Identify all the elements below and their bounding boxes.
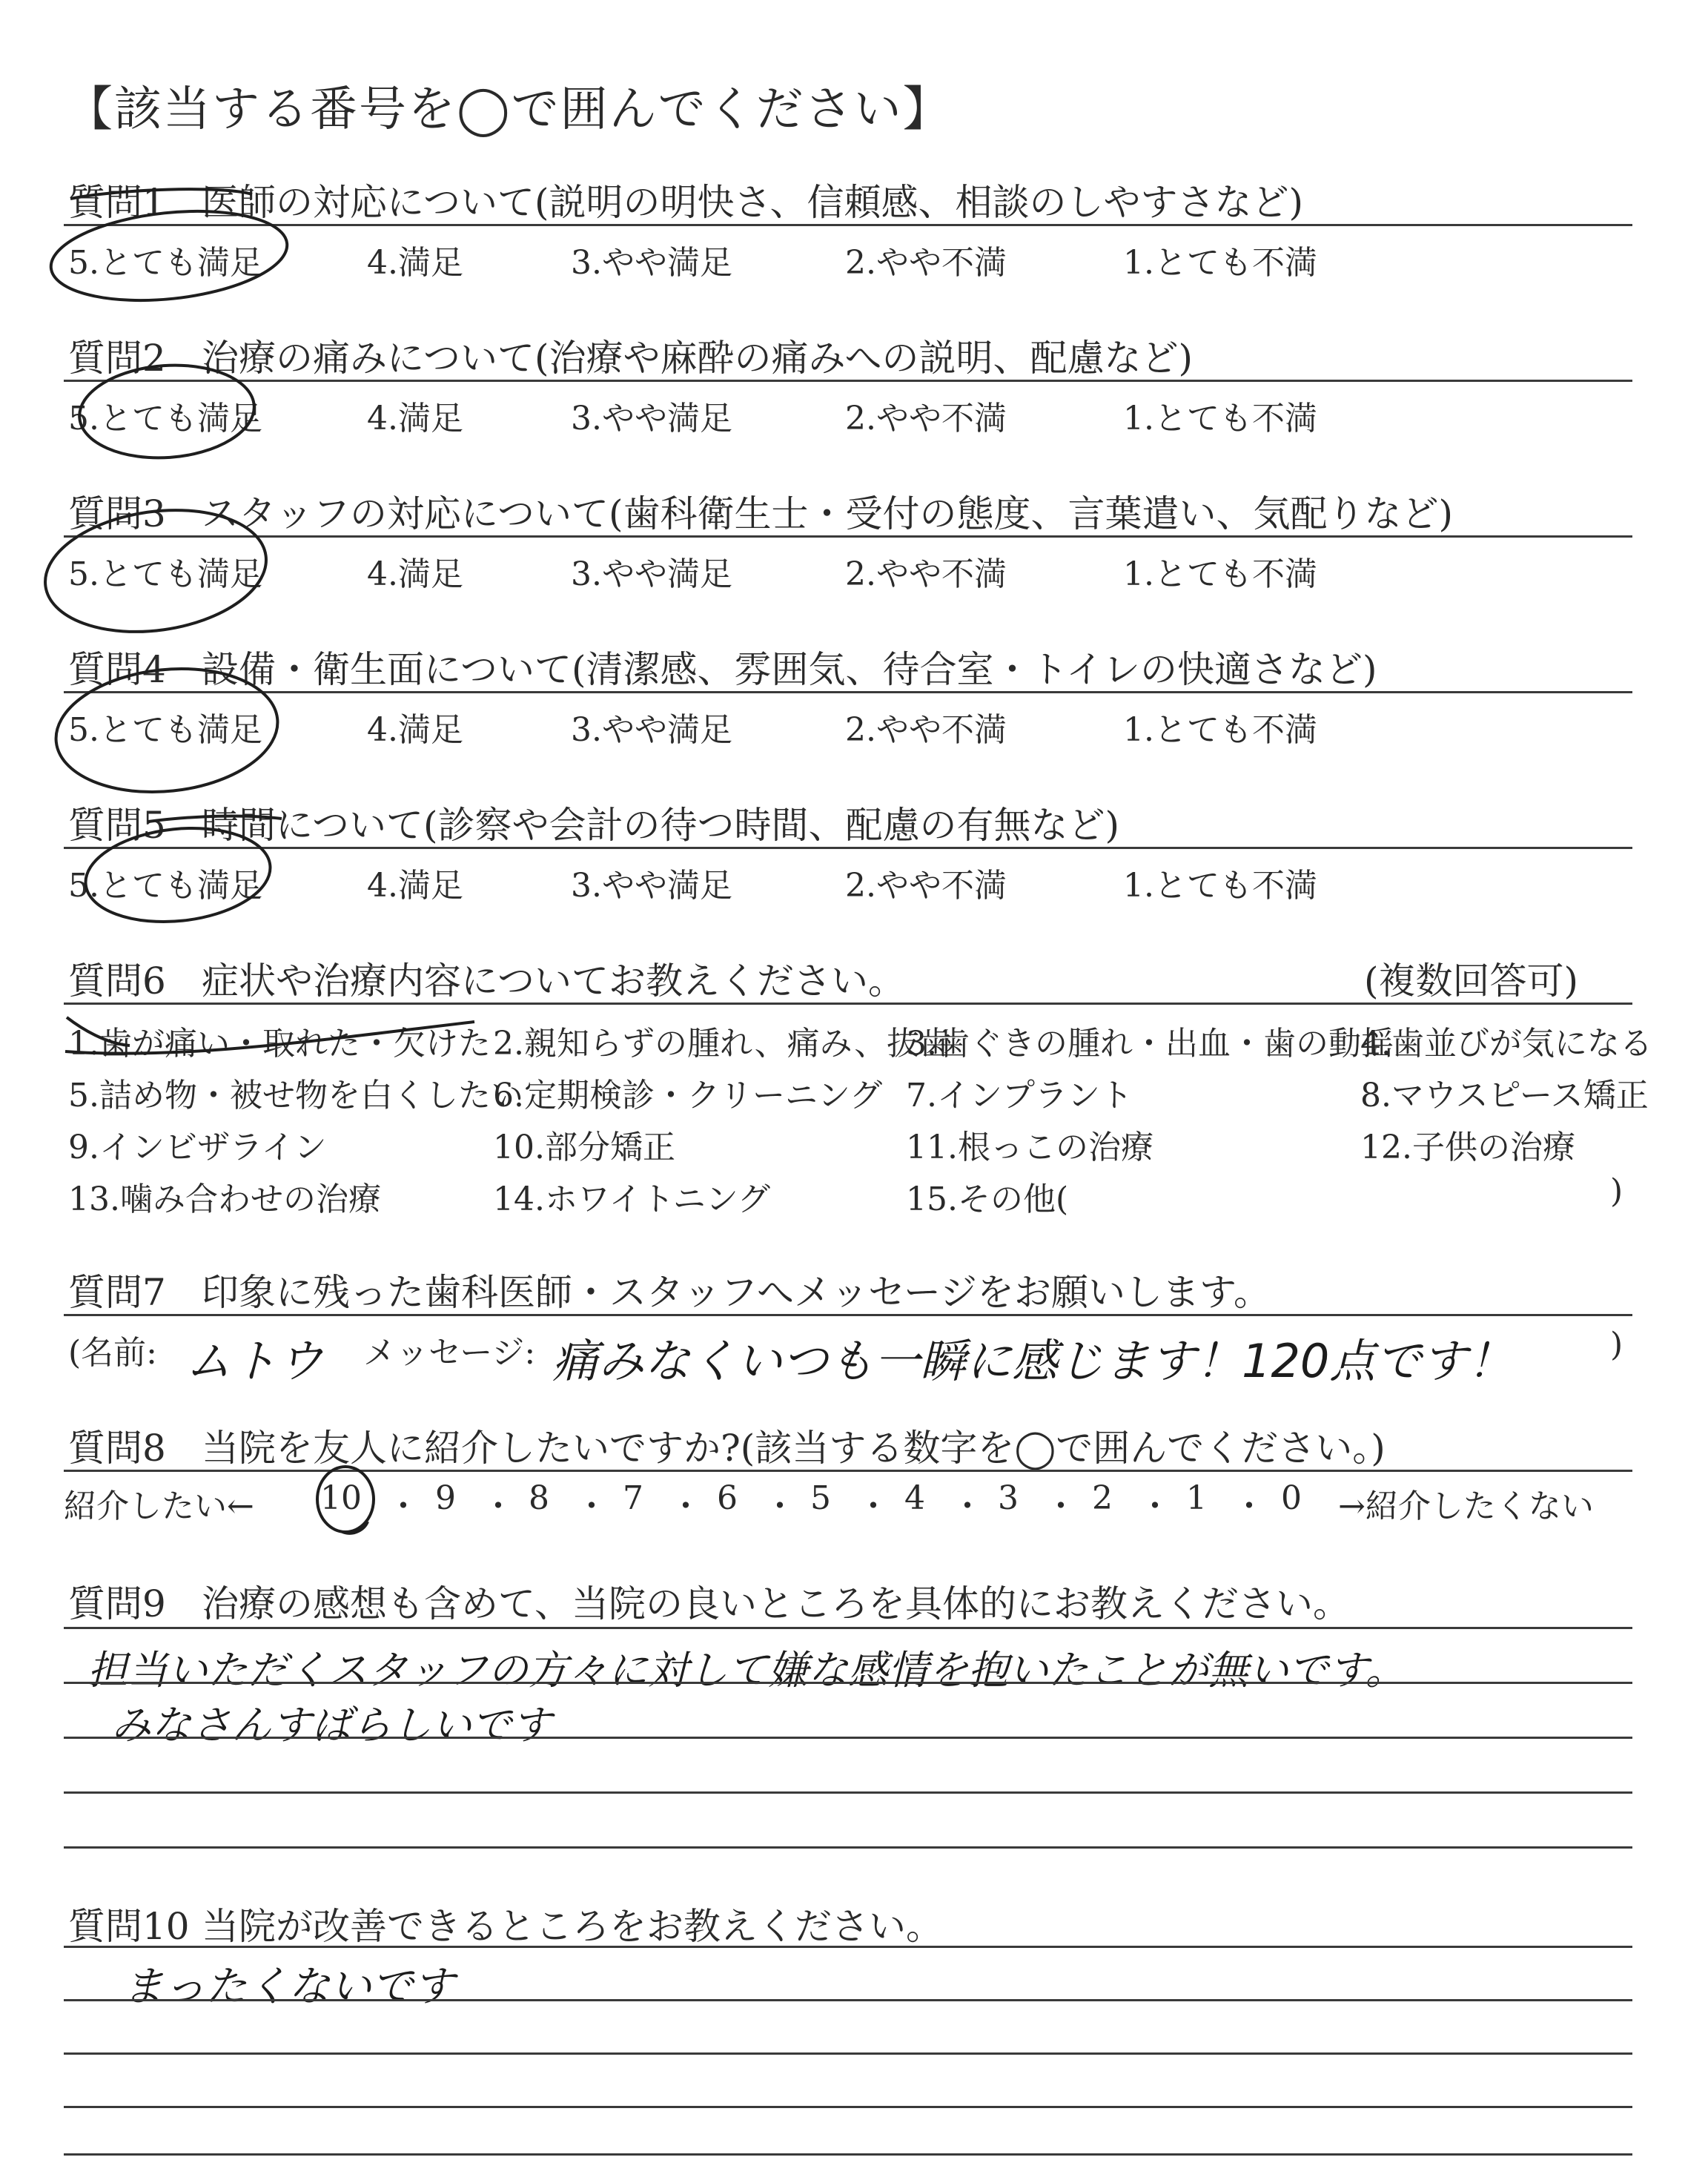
q2-option-1[interactable]: 1.とても不満 — [1123, 400, 1317, 437]
q6-option-7[interactable]: 7.インプラント — [906, 1077, 1133, 1114]
q9-answer-rule — [64, 1682, 1632, 1684]
q4-option-5[interactable]: 5.とても満足 — [68, 711, 262, 749]
q10-rule — [64, 1946, 1632, 1948]
q8-selection-tail — [342, 1522, 368, 1533]
q2-option-4[interactable]: 4.満足 — [367, 400, 463, 437]
q10-answer-rule — [64, 2052, 1632, 2055]
q8-score-6[interactable]: 6 — [717, 1479, 738, 1517]
q5-option-4[interactable]: 4.満足 — [367, 867, 463, 905]
q2-option-2[interactable]: 2.やや不満 — [845, 400, 1007, 437]
q1-option-5[interactable]: 5.とても満足 — [68, 244, 262, 282]
q9-label: 質問9 — [68, 1582, 166, 1625]
q9-answer-rule — [64, 1737, 1632, 1739]
q5-option-1[interactable]: 1.とても不満 — [1123, 867, 1317, 905]
q6-option-14[interactable]: 14.ホワイトニング — [493, 1180, 771, 1218]
q8-rule — [64, 1470, 1632, 1472]
q5-option-2[interactable]: 2.やや不満 — [845, 867, 1007, 905]
q8-text: 当院を友人に紹介したいですか?(該当する数字を◯で囲んでください。) — [202, 1427, 1386, 1470]
q10-answer-rule — [64, 1999, 1632, 2001]
q5-option-3[interactable]: 3.やや満足 — [571, 867, 732, 905]
q6-option-10[interactable]: 10.部分矯正 — [493, 1129, 675, 1166]
q8-score-0[interactable]: 0 — [1281, 1479, 1302, 1517]
q3-option-1[interactable]: 1.とても不満 — [1123, 555, 1317, 593]
q4-option-1[interactable]: 1.とても不満 — [1123, 711, 1317, 749]
q8-score-7[interactable]: 7 — [623, 1479, 643, 1517]
q2-option-3[interactable]: 3.やや満足 — [571, 400, 732, 437]
q8-dot: ・ — [857, 1487, 890, 1525]
form-title: 【該当する番号を◯で囲んでください】 — [65, 82, 952, 137]
q7-message-label: メッセージ: — [363, 1334, 536, 1372]
q2-option-5[interactable]: 5.とても満足 — [68, 400, 262, 437]
q8-dot: ・ — [1233, 1487, 1265, 1525]
q6-option-3[interactable]: 3.歯ぐきの腫れ・出血・歯の動揺 — [906, 1025, 1394, 1063]
q3-option-5[interactable]: 5.とても満足 — [68, 555, 262, 593]
q1-rule — [64, 224, 1632, 226]
q8-score-8[interactable]: 8 — [529, 1479, 549, 1517]
q8-score-9[interactable]: 9 — [435, 1479, 456, 1517]
q6-option-9[interactable]: 9.インビザライン — [68, 1129, 327, 1166]
q1-text: 医師の対応について(説明の明快さ、信頼感、相談のしやすさなど) — [202, 181, 1304, 224]
q4-option-4[interactable]: 4.満足 — [367, 711, 463, 749]
q7-name-field[interactable]: ムトウ — [185, 1334, 324, 1388]
q9-answer-line-1[interactable]: 担当いただくスタッフの方々に対して嫌な感情を抱いたことが無いです。 — [87, 1647, 1406, 1694]
q9-rule — [64, 1627, 1632, 1629]
q8-dot: ・ — [951, 1487, 984, 1525]
q4-text: 設備・衛生面について(清潔感、雰囲気、待合室・トイレの快適さなど) — [202, 648, 1377, 691]
q2-text: 治療の痛みについて(治療や麻酔の痛みへの説明、配慮など) — [202, 337, 1194, 380]
q2-label: 質問2 — [68, 337, 166, 380]
q3-option-3[interactable]: 3.やや満足 — [571, 555, 732, 593]
q6-option-1[interactable]: 1.歯が痛い・取れた・欠けた — [68, 1025, 491, 1063]
q3-rule — [64, 535, 1632, 538]
q2-rule — [64, 380, 1632, 382]
q6-option-12[interactable]: 12.子供の治療 — [1360, 1129, 1575, 1166]
q5-rule — [64, 847, 1632, 849]
q8-right-label: →紹介したくない — [1338, 1487, 1594, 1525]
q6-text: 症状や治療内容についてお教えください。 — [202, 960, 905, 1003]
q1-option-3[interactable]: 3.やや満足 — [571, 244, 732, 282]
q8-left-label: 紹介したい← — [64, 1487, 254, 1525]
q3-option-4[interactable]: 4.満足 — [367, 555, 463, 593]
q8-dot: ・ — [1139, 1487, 1171, 1525]
q8-dot: ・ — [575, 1487, 608, 1525]
q6-option-11[interactable]: 11.根っこの治療 — [906, 1129, 1153, 1166]
q6-option-8[interactable]: 8.マウスピース矯正 — [1360, 1077, 1649, 1114]
q8-score-10[interactable]: 10 — [320, 1479, 362, 1517]
q4-label: 質問4 — [68, 648, 166, 691]
q8-score-4[interactable]: 4 — [904, 1479, 925, 1517]
q9-answer-line-2[interactable]: みなさんすばらしいです — [111, 1702, 552, 1748]
q4-option-3[interactable]: 3.やや満足 — [571, 711, 732, 749]
q6-other-close: ) — [1610, 1172, 1623, 1210]
q8-dot: ・ — [387, 1487, 420, 1525]
q1-option-4[interactable]: 4.満足 — [367, 244, 463, 282]
q6-label: 質問6 — [68, 960, 166, 1003]
q8-score-5[interactable]: 5 — [810, 1479, 831, 1517]
q8-score-1[interactable]: 1 — [1186, 1479, 1207, 1517]
q3-text: スタッフの対応について(歯科衛生士・受付の態度、言葉遣い、気配りなど) — [202, 492, 1454, 535]
q10-label: 質問10 — [68, 1905, 190, 1948]
q4-rule — [64, 691, 1632, 693]
q10-answer-line-1[interactable]: まったくないです — [122, 1963, 454, 2011]
q9-answer-rule — [64, 1791, 1632, 1794]
q10-text: 当院が改善できるところをお教えください。 — [202, 1905, 943, 1948]
q7-text: 印象に残った歯科医師・スタッフへメッセージをお願いします。 — [202, 1271, 1271, 1314]
q8-dot: ・ — [764, 1487, 796, 1525]
q1-option-2[interactable]: 2.やや不満 — [845, 244, 1007, 282]
q4-option-2[interactable]: 2.やや不満 — [845, 711, 1007, 749]
q6-option-13[interactable]: 13.噛み合わせの治療 — [68, 1180, 381, 1218]
q6-rule — [64, 1003, 1632, 1005]
q8-dot: ・ — [669, 1487, 702, 1525]
q8-score-2[interactable]: 2 — [1092, 1479, 1113, 1517]
q5-option-5[interactable]: 5.とても満足 — [68, 867, 262, 905]
q8-score-3[interactable]: 3 — [998, 1479, 1019, 1517]
q6-note: (複数回答可) — [1364, 960, 1579, 1003]
q8-dot: ・ — [1045, 1487, 1077, 1525]
q7-name-label: (名前: — [68, 1334, 157, 1372]
q10-answer-rule — [64, 2153, 1632, 2156]
q8-label: 質問8 — [68, 1427, 166, 1470]
q7-close: ) — [1610, 1326, 1623, 1364]
q3-option-2[interactable]: 2.やや不満 — [845, 555, 1007, 593]
q5-text: 時間について(診察や会計の待つ時間、配慮の有無など) — [202, 804, 1120, 847]
q9-answer-rule — [64, 1846, 1632, 1849]
q7-label: 質問7 — [68, 1271, 166, 1314]
q1-option-1[interactable]: 1.とても不満 — [1123, 244, 1317, 282]
q6-option-6[interactable]: 6.定期検診・クリーニング — [493, 1077, 883, 1114]
q6-option-5[interactable]: 5.詰め物・被せ物を白くしたい — [68, 1077, 523, 1114]
q3-label: 質問3 — [68, 492, 166, 535]
q10-answer-rule — [64, 2106, 1632, 2108]
q6-option-4[interactable]: 4.歯並びが気になる — [1360, 1025, 1652, 1063]
q7-rule — [64, 1314, 1632, 1316]
q1-label: 質問1 — [68, 181, 166, 224]
q6-option-2[interactable]: 2.親知らずの腫れ、痛み、抜歯 — [493, 1025, 953, 1063]
q9-text: 治療の感想も含めて、当院の良いところを具体的にお教えください。 — [202, 1582, 1350, 1625]
q5-label: 質問5 — [68, 804, 166, 847]
q6-option-15[interactable]: 15.その他( — [906, 1180, 1069, 1218]
q7-message-field[interactable]: 痛みなくいつも一瞬に感じます！120点です！ — [552, 1334, 1514, 1388]
q8-dot: ・ — [482, 1487, 514, 1525]
